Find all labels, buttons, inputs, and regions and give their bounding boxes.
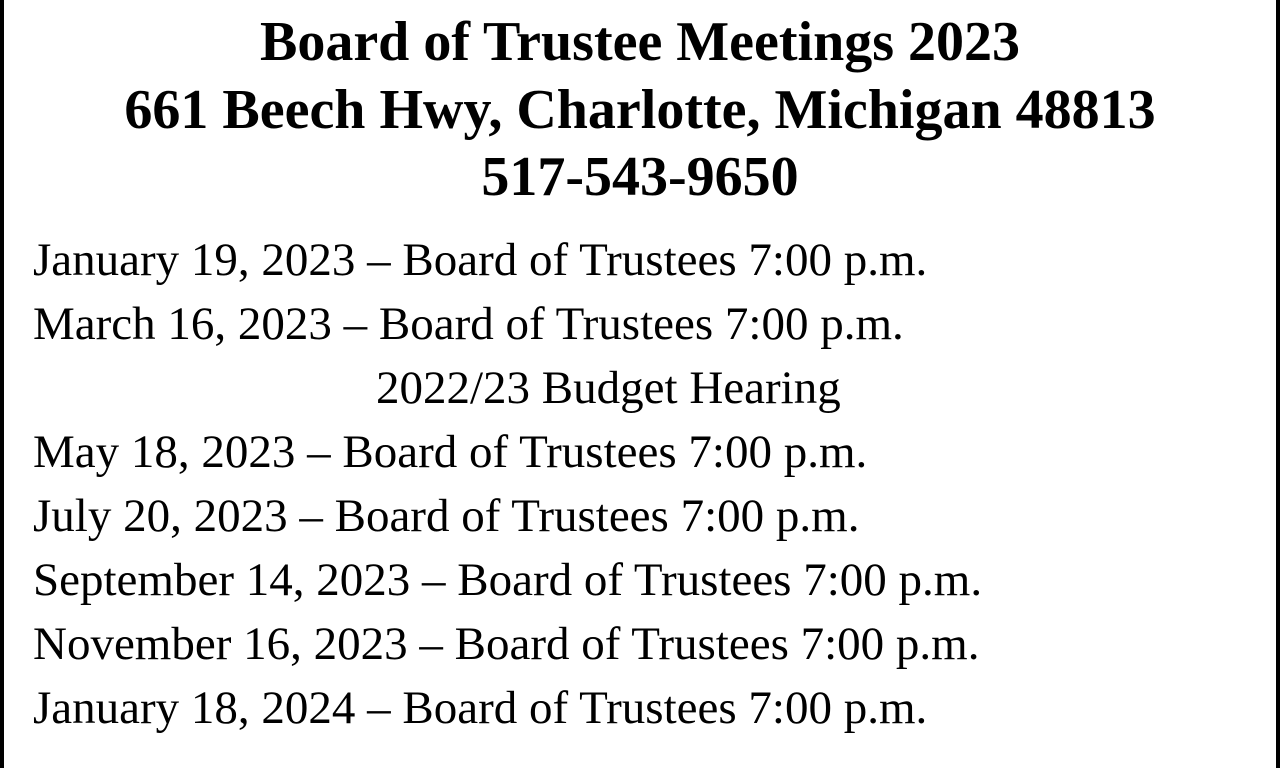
- budget-hearing-note: 2022/23 Budget Hearing: [376, 362, 841, 414]
- notice-title: Board of Trustee Meetings 2023: [259, 11, 1021, 73]
- meeting-row-jan-2024: January 18, 2024 – Board of Trustees 7:00 p.m.: [33, 682, 928, 734]
- meeting-row-jul-2023: July 20, 2023 – Board of Trustees 7:00 p.m.: [33, 490, 860, 542]
- meeting-row-nov-2023: November 16, 2023 – Board of Trustees 7:00 p.m.: [33, 618, 980, 670]
- notice-address: 661 Beech Hwy, Charlotte, Michigan 48813: [124, 79, 1156, 141]
- meeting-row-may-2023: May 18, 2023 – Board of Trustees 7:00 p.m.: [33, 426, 868, 478]
- meeting-row-jan-2023: January 19, 2023 – Board of Trustees 7:00 p.m.: [33, 234, 928, 286]
- meeting-schedule: [33, 228, 1253, 740]
- notice-phone: 517-543-9650: [481, 146, 799, 208]
- meeting-row-sep-2023: September 14, 2023 – Board of Trustees 7:00 p.m.: [33, 554, 983, 606]
- meeting-row-mar-2023: March 16, 2023 – Board of Trustees 7:00 p.m.: [33, 298, 904, 350]
